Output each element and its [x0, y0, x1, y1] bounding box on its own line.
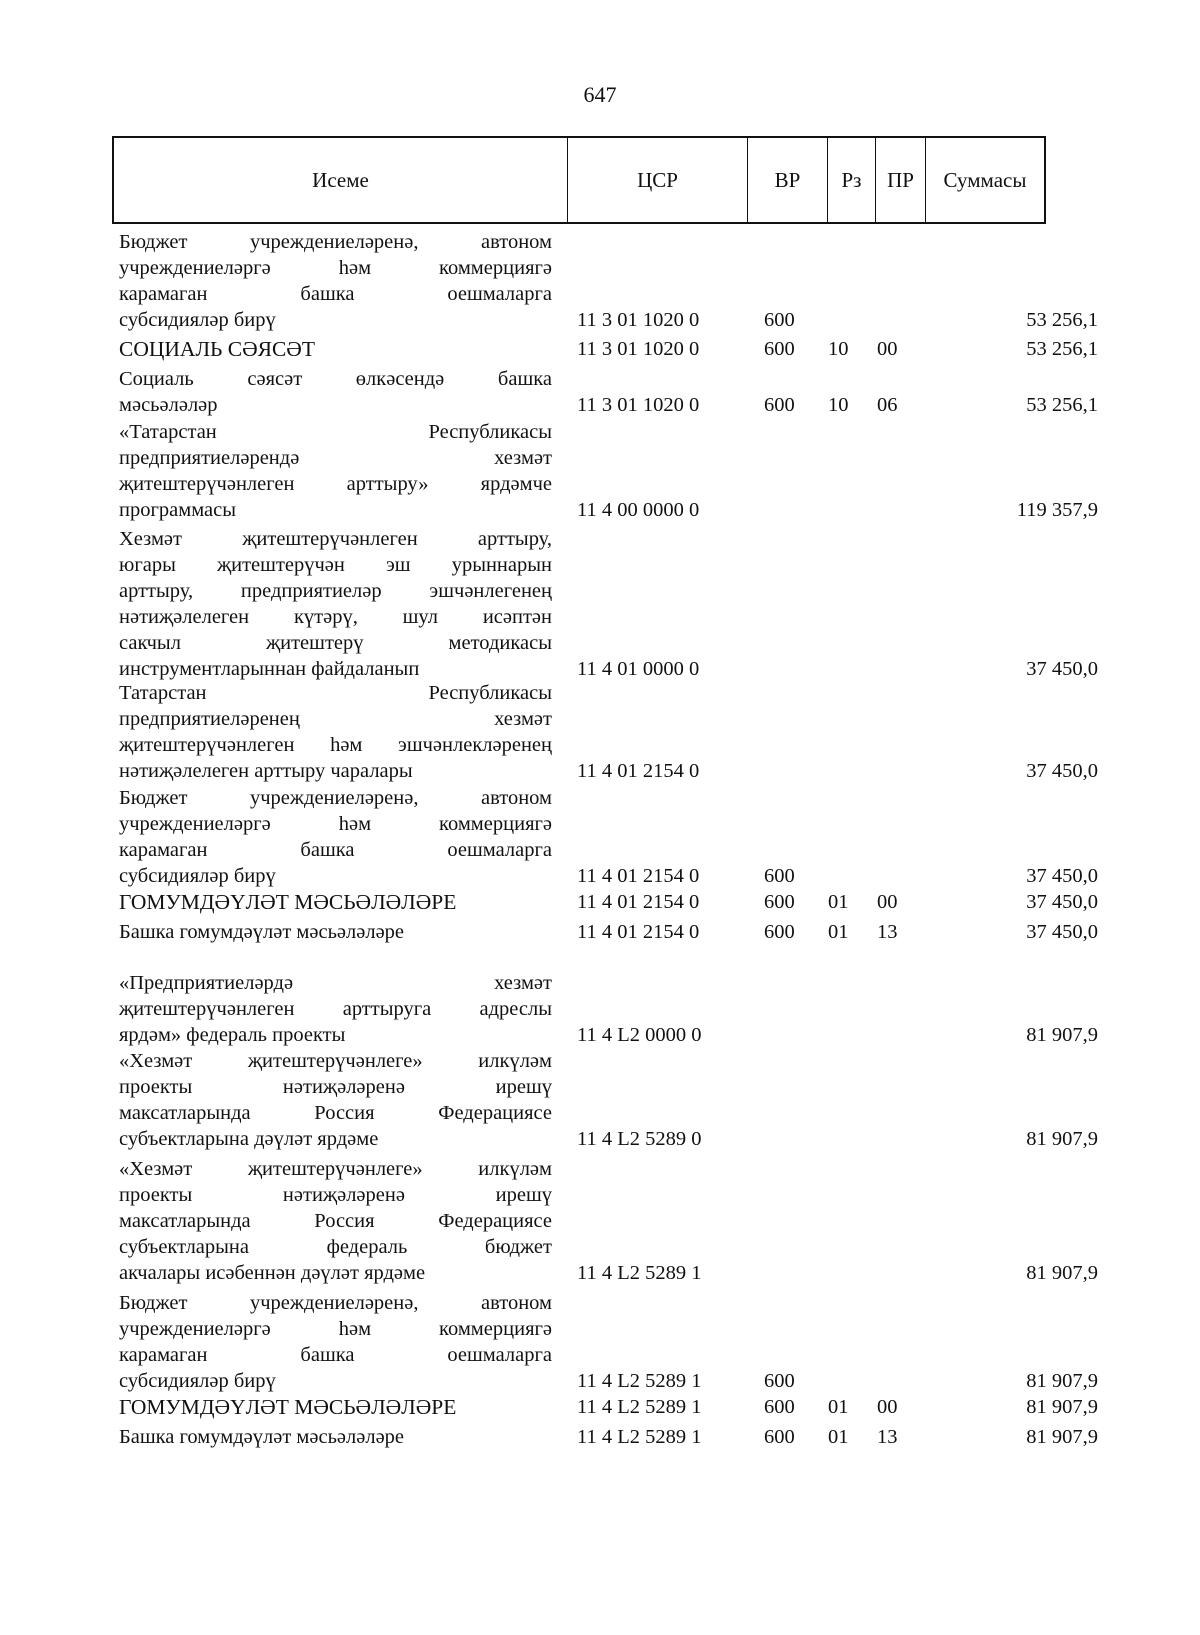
row-csr: 11 4 L2 5289 1: [577, 1426, 702, 1448]
header-sum: Суммасы: [943, 167, 1027, 192]
row-name-line: мәсьәләләр: [119, 394, 218, 416]
row-name-line: карамаган башка оешмаларга: [119, 1344, 552, 1366]
row-name-line: ГОМУМДӘҮЛӘТ МӘСЬӘЛӘЛӘРЕ: [119, 890, 457, 914]
row-vr: 600: [764, 309, 795, 331]
row-name-line: нәтиҗәлелеген арттыру чаралары: [119, 760, 413, 782]
row-name: [119, 785, 552, 889]
row-csr: 11 4 L2 5289 0: [577, 1128, 702, 1150]
row-name: [119, 1424, 552, 1450]
row-name-line: учреждениеләргә һәм коммерциягә: [119, 1318, 552, 1340]
row-csr: 11 4 01 2154 0: [577, 760, 700, 782]
row-name: [119, 970, 552, 1048]
row-name-line: предприятиеләрендә хезмәт: [119, 447, 552, 469]
row-sum: 81 907,9: [1026, 1396, 1098, 1418]
row-sum: 81 907,9: [1026, 1370, 1098, 1392]
row-csr: 11 4 00 0000 0: [577, 499, 700, 521]
row-name-line: учреждениеләргә һәм коммерциягә: [119, 257, 552, 279]
row-csr: 11 4 01 2154 0: [577, 921, 700, 943]
header-pr: ПР: [876, 138, 926, 222]
row-name-line: Хезмәт җитештерүчәнлеген арттыру,: [119, 528, 552, 550]
row-name-line: субсидияләр бирү: [119, 865, 276, 887]
table-header: [112, 136, 1046, 224]
row-name-line: проекты нәтиҗәләренә ирешү: [119, 1076, 552, 1098]
row-rz: 10: [828, 394, 849, 416]
row-name-line: учреждениеләргә һәм коммерциягә: [119, 813, 552, 835]
row-sum: 53 256,1: [1026, 309, 1098, 331]
row-pr: 00: [877, 338, 898, 360]
row-name-line: Татарстан Республикасы: [119, 682, 552, 704]
row-name: [119, 366, 552, 418]
row-name: [119, 1048, 552, 1152]
row-name-line: «Хезмәт җитештерүчәнлеге» илкүләм: [119, 1158, 552, 1180]
row-vr: 600: [764, 891, 795, 913]
row-name-line: субсидияләр бирү: [119, 1370, 276, 1392]
row-csr: 11 4 L2 5289 1: [577, 1262, 702, 1284]
row-csr: 11 4 01 0000 0: [577, 658, 700, 680]
row-name: [119, 889, 552, 915]
row-name-line: сакчыл җитештерү методикасы: [119, 632, 552, 654]
row-name-line: җитештерүчәнлеген арттыруга адреслы: [119, 998, 552, 1020]
row-sum: 53 256,1: [1026, 394, 1098, 416]
row-csr: 11 3 01 1020 0: [577, 309, 700, 331]
row-name-line: Бюджет учреждениеләренә, автоном: [119, 231, 552, 253]
row-name-line: программасы: [119, 499, 237, 521]
row-rz: 01: [828, 1426, 849, 1448]
row-rz: 01: [828, 891, 849, 913]
row-csr: 11 3 01 1020 0: [577, 338, 700, 360]
row-name-line: югары җитештерүчән эш урыннарын: [119, 554, 552, 576]
row-csr: 11 4 01 2154 0: [577, 865, 700, 887]
row-name-line: субъектларына дәүләт ярдәме: [119, 1128, 379, 1150]
row-pr: 00: [877, 1396, 898, 1418]
row-vr: 600: [764, 338, 795, 360]
row-csr: 11 4 01 2154 0: [577, 891, 700, 913]
row-name-line: «Хезмәт җитештерүчәнлеге» илкүләм: [119, 1050, 552, 1072]
header-rz: Рз: [828, 138, 876, 222]
row-sum: 37 450,0: [1026, 921, 1098, 943]
row-name-line: Башка гомумдәүләт мәсьәләләре: [119, 921, 405, 943]
row-name-line: субсидияләр бирү: [119, 309, 276, 331]
row-sum: 81 907,9: [1026, 1128, 1098, 1150]
row-name-line: инструментларыннан файдаланып: [119, 658, 420, 680]
row-name: [119, 1394, 552, 1420]
row-vr: 600: [764, 394, 795, 416]
row-name-line: проекты нәтиҗәләренә ирешү: [119, 1184, 552, 1206]
row-sum: 37 450,0: [1026, 658, 1098, 680]
row-name-line: карамаган башка оешмаларга: [119, 839, 552, 861]
header-vr: ВР: [748, 138, 828, 222]
row-csr: 11 4 L2 5289 1: [577, 1370, 702, 1392]
row-name: [119, 1290, 552, 1394]
row-name-line: акчалары исәбеннән дәүләт ярдәме: [119, 1262, 426, 1284]
row-pr: 13: [877, 921, 898, 943]
row-name: [119, 419, 552, 523]
row-name-line: СОЦИАЛЬ СӘЯСӘТ: [119, 337, 315, 361]
row-csr: 11 4 L2 0000 0: [577, 1024, 702, 1046]
row-rz: 10: [828, 338, 849, 360]
header-csr: ЦСР: [568, 138, 748, 222]
row-sum: 119 357,9: [1016, 499, 1098, 521]
row-name-line: карамаган башка оешмаларга: [119, 283, 552, 305]
row-sum: 81 907,9: [1026, 1426, 1098, 1448]
row-name-line: предприятиеләренең хезмәт: [119, 708, 552, 730]
row-vr: 600: [764, 1370, 795, 1392]
row-csr: 11 3 01 1020 0: [577, 394, 700, 416]
row-name-line: «Предприятиеләрдә хезмәт: [119, 972, 552, 994]
page-number: 647: [583, 82, 617, 107]
row-name: [119, 526, 552, 682]
row-sum: 81 907,9: [1026, 1024, 1098, 1046]
row-pr: 13: [877, 1426, 898, 1448]
row-name-line: ГОМУМДӘҮЛӘТ МӘСЬӘЛӘЛӘРЕ: [119, 1395, 457, 1419]
row-sum: 37 450,0: [1026, 891, 1098, 913]
row-vr: 600: [764, 921, 795, 943]
row-name: [119, 919, 552, 945]
row-sum: 37 450,0: [1026, 760, 1098, 782]
row-name: [119, 680, 552, 784]
header-name: Исеме: [114, 138, 568, 222]
row-name-line: җитештерүчәнлеген арттыру» ярдәмче: [119, 473, 552, 495]
row-vr: 600: [764, 1426, 795, 1448]
row-name-line: субъектларына федераль бюджет: [119, 1236, 552, 1258]
row-rz: 01: [828, 921, 849, 943]
row-pr: 06: [877, 394, 898, 416]
row-name-line: ярдәм» федераль проекты: [119, 1024, 346, 1046]
row-name-line: Бюджет учреждениеләренә, автоном: [119, 787, 552, 809]
row-sum: 53 256,1: [1026, 338, 1098, 360]
row-name-line: Башка гомумдәүләт мәсьәләләре: [119, 1426, 405, 1448]
row-name-line: максатларында Россия Федерациясе: [119, 1210, 552, 1232]
row-name-line: җитештерүчәнлеген һәм эшчәнлекләренең: [119, 734, 552, 756]
row-csr: 11 4 L2 5289 1: [577, 1396, 702, 1418]
row-name-line: Бюджет учреждениеләренә, автоном: [119, 1292, 552, 1314]
row-vr: 600: [764, 865, 795, 887]
row-name-line: «Татарстан Республикасы: [119, 421, 552, 443]
row-name-line: Социаль сәясәт өлкәсендә башка: [119, 368, 552, 390]
row-sum: 37 450,0: [1026, 865, 1098, 887]
row-name: [119, 336, 552, 362]
row-name-line: нәтиҗәлелеген күтәрү, шул исәптән: [119, 606, 552, 628]
row-name-line: максатларында Россия Федерациясе: [119, 1102, 552, 1124]
row-name: [119, 229, 552, 333]
row-name-line: арттыру, предприятиеләр эшчәнлегенең: [119, 580, 552, 602]
row-vr: 600: [764, 1396, 795, 1418]
row-pr: 00: [877, 891, 898, 913]
row-name: [119, 1156, 552, 1286]
row-sum: 81 907,9: [1026, 1262, 1098, 1284]
row-rz: 01: [828, 1396, 849, 1418]
